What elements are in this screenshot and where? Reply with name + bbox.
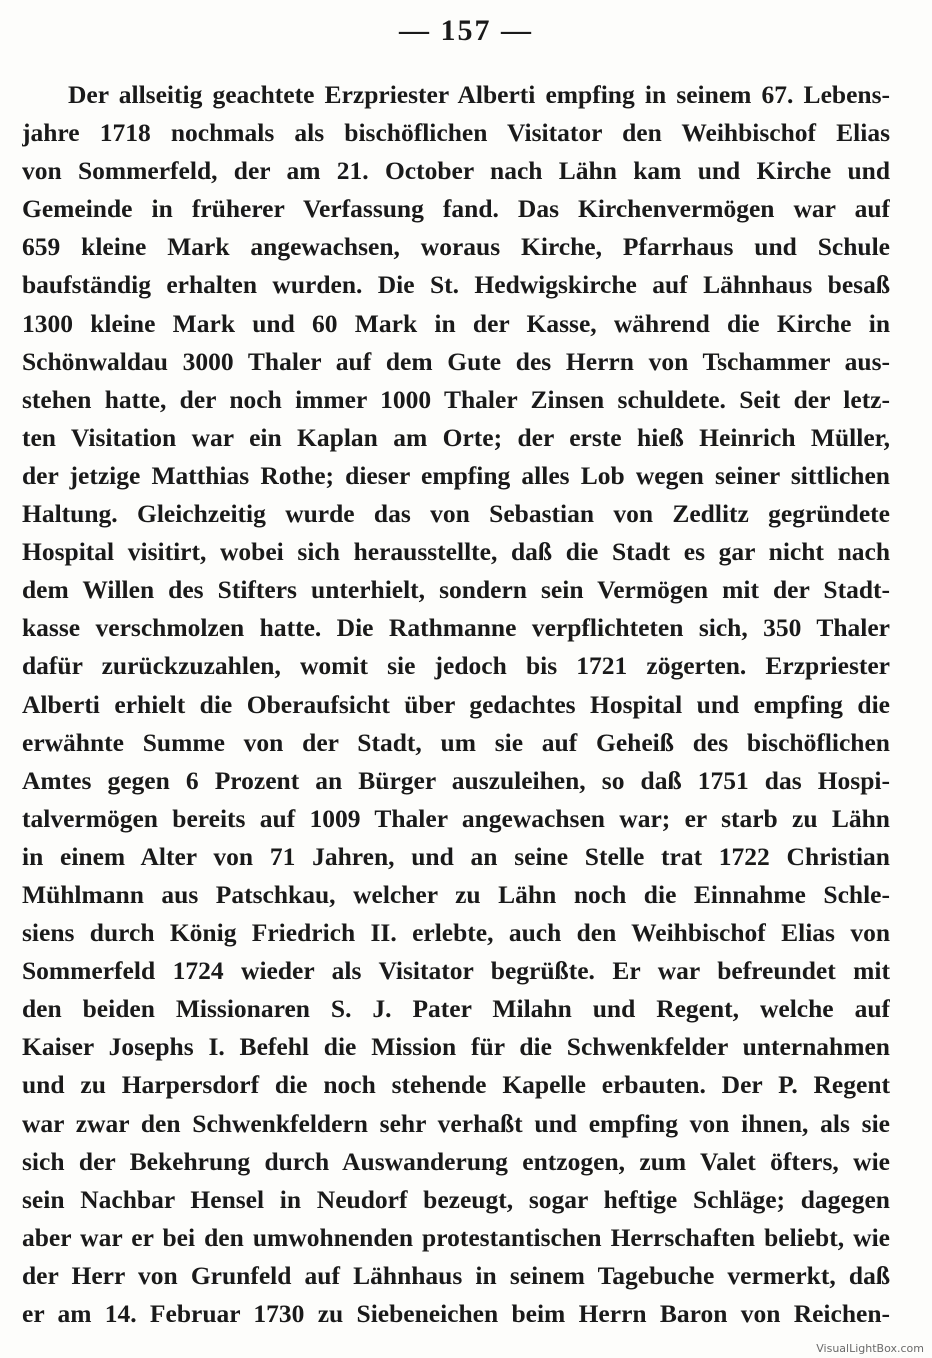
text-line: dafür zurückzuzahlen, womit sie jedoch bis 1721 zögerten. Erzpriester	[22, 651, 890, 681]
text-line: Amtes gegen 6 Prozent an Bürger auszuleihen, so daß 1751 das Hospi-	[22, 765, 890, 795]
text-line: stehen hatte, der noch immer 1000 Thaler Zinsen schuldete. Seit der letz-	[22, 384, 890, 414]
watermark: VisualLightBox.com	[816, 1342, 924, 1355]
text-line: von Sommerfeld, der am 21. October nach Lähn kam und Kirche und	[22, 156, 890, 186]
text-line: den beiden Missionaren S. J. Pater Milahn und Regent, welche auf	[22, 994, 890, 1024]
text-line: Der allseitig geachtete Erzpriester Alberti empfing in seinem 67. Lebens-	[68, 80, 890, 109]
text-line: jahre 1718 nochmals als bischöflichen Visitator den Weihbischof Elias	[22, 118, 890, 148]
text-line: baufständig erhalten wurden. Die St. Hedwigskirche auf Lähnhaus besaß	[22, 270, 890, 300]
text-line: der jetzige Matthias Rothe; dieser empfing alles Lob wegen seiner sittlichen	[22, 460, 890, 490]
text-line: Hospital visitirt, wobei sich herausstellte, daß die Stadt es gar nicht nach	[22, 537, 890, 567]
text-line: talvermögen bereits auf 1009 Thaler angewachsen war; er starb zu Lähn	[22, 803, 890, 833]
text-line: aber war er bei den umwohnenden protestantischen Herrschaften beliebt, wie	[22, 1222, 890, 1252]
text-line: dem Willen des Stifters unterhielt, sondern sein Vermögen mit der Stadt-	[22, 575, 890, 605]
text-line: Gemeinde in früherer Verfassung fand. Das Kirchenvermögen war auf	[22, 194, 890, 224]
text-line: siens durch König Friedrich II. erlebte, auch den Weihbischof Elias von	[22, 918, 890, 948]
body-text	[22, 76, 890, 1333]
text-line: und zu Harpersdorf die noch stehende Kapelle erbauten. Der P. Regent	[22, 1070, 890, 1100]
text-line: Kaiser Josephs I. Befehl die Mission für die Schwenkfelder unternahmen	[22, 1032, 890, 1062]
text-line: in einem Alter von 71 Jahren, und an seine Stelle trat 1722 Christian	[22, 841, 890, 871]
text-line: 659 kleine Mark angewachsen, woraus Kirche, Pfarrhaus und Schule	[22, 232, 890, 262]
text-line: Haltung. Gleichzeitig wurde das von Sebastian von Zedlitz gegründete	[22, 499, 890, 529]
page-number: — 157 —	[399, 14, 533, 47]
text-line: er am 14. Februar 1730 zu Siebeneichen beim Herrn Baron von Reichen-	[22, 1299, 890, 1328]
text-line: war zwar den Schwenkfeldern sehr verhaßt und empfing von ihnen, als sie	[22, 1108, 890, 1138]
text-line: sein Nachbar Hensel in Neudorf bezeugt, sogar heftige Schläge; dagegen	[22, 1184, 890, 1214]
text-line: Sommerfeld 1724 wieder als Visitator begrüßte. Er war befreundet mit	[22, 956, 890, 986]
text-line: sich der Bekehrung durch Auswanderung entzogen, zum Valet öfters, wie	[22, 1146, 890, 1176]
text-line: erwähnte Summe von der Stadt, um sie auf Geheiß des bischöflichen	[22, 727, 890, 757]
text-line: ten Visitation war ein Kaplan am Orte; der erste hieß Heinrich Müller,	[22, 422, 890, 452]
text-line: der Herr von Grunfeld auf Lähnhaus in seinem Tagebuche vermerkt, daß	[22, 1260, 890, 1290]
text-line: Schönwaldau 3000 Thaler auf dem Gute des Herrn von Tschammer aus-	[22, 346, 890, 376]
text-line: Alberti erhielt die Oberaufsicht über gedachtes Hospital und empfing die	[22, 689, 890, 719]
text-line: 1300 kleine Mark und 60 Mark in der Kasse, während die Kirche in	[22, 308, 890, 338]
text-line: Mühlmann aus Patschkau, welcher zu Lähn noch die Einnahme Schle-	[22, 879, 890, 909]
text-line: kasse verschmolzen hatte. Die Rathmanne verpflichteten sich, 350 Thaler	[22, 613, 890, 643]
